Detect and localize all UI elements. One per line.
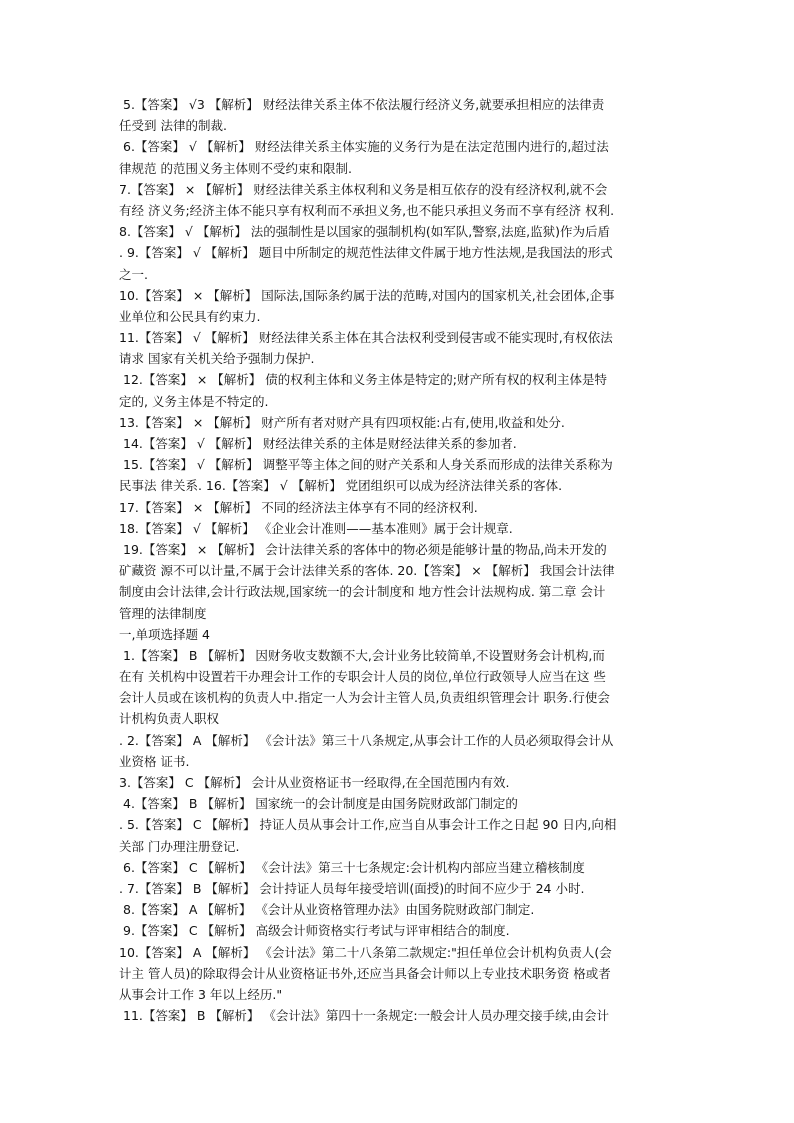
text-line: 民事法 律关系. 16.【答案】 √ 【解析】 党团组织可以成为经济法律关系的客体.	[119, 478, 563, 494]
text-line: 8.【答案】 √ 【解析】 法的强制性是以国家的强制机构(如军队,警察,法庭,监狱)作为后盾	[119, 224, 610, 240]
text-line: 制度由会计法律,会计行政法规,国家统一的会计制度和 地方性会计法规构成. 第二章 会计	[119, 584, 606, 600]
text-line: 3.【答案】 C 【解析】 会计从业资格证书一经取得,在全国范围内有效.	[119, 775, 510, 790]
text-line: 10.【答案】 A 【解析】 《会计法》第二十八条第二款规定:"担任单位会计机构负责人(会	[119, 944, 612, 960]
text-line: 11.【答案】 √ 【解析】 财经法律关系主体在其合法权利受到侵害或不能实现时,有权依法	[119, 330, 613, 346]
text-line: 从事会计工作 3 年以上经历."	[119, 986, 283, 1002]
text-line: 律规范 的范围义务主体则不受约束和限制.	[119, 160, 352, 176]
text-line: 6.【答案】 √ 【解析】 财经法律关系主体实施的义务行为是在法定范围内进行的,超过法	[123, 139, 609, 155]
text-line: . 7.【答案】 B 【解析】 会计持证人员每年接受培训(面授)的时间不应少于 24 小时.	[119, 880, 585, 896]
text-line: 计主 管人员)的除取得会计从业资格证书外,还应当具备会计师以上专业技术职务资 格或者	[119, 965, 611, 981]
text-line: 5.【答案】 √3 【解析】 财经法律关系主体不依法履行经济义务,就要承担相应的法律责	[123, 97, 605, 112]
text-line: 12.【答案】 × 【解析】 债的权利主体和义务主体是特定的;财产所有权的权利主体是特	[123, 372, 607, 388]
text-line: 之一.	[119, 266, 148, 282]
text-line: 计机构负责人职权	[119, 711, 220, 727]
text-line: 8.【答案】 A 【解析】 《会计从业资格管理办法》由国务院财政部门制定.	[123, 902, 535, 918]
text-line: 9.【答案】 C 【解析】 高级会计师资格实行考试与评审相结合的制度.	[123, 923, 510, 939]
text-line: 定的, 义务主体是不特定的.	[119, 393, 269, 409]
text-line: 任受到 法律的制裁.	[119, 118, 227, 134]
text-line: . 9.【答案】 √ 【解析】 题目中所制定的规范性法律文件属于地方性法规,是我国法的形式	[119, 245, 613, 261]
text-line: 1.【答案】 B 【解析】 因财务收支数额不大,会计业务比较简单,不设置财务会计机构,而	[123, 647, 605, 663]
text-line: 10.【答案】 × 【解析】 国际法,国际条约属于法的范畴,对国内的国家机关,社会团体,企事	[119, 287, 615, 303]
text-line: 17.【答案】 × 【解析】 不同的经济法主体享有不同的经济权利.	[119, 499, 478, 515]
text-line: 14.【答案】 √ 【解析】 财经法律关系的主体是财经法律关系的参加者.	[123, 436, 517, 451]
text-line: 矿藏资 源不可以计量,不属于会计法律关系的客体. 20.【答案】 × 【解析】 我国会计法律	[119, 563, 615, 579]
text-line: 有经 济义务;经济主体不能只享有权利而不承担义务,也不能只承担义务而不享有经济 权利.	[119, 202, 615, 218]
text-line: 13.【答案】 × 【解析】 财产所有者对财产具有四项权能:占有,使用,收益和处分.	[119, 414, 565, 430]
text-line: 7.【答案】 × 【解析】 财经法律关系主体权利和义务是相互依存的没有经济权利,就不会	[119, 181, 608, 197]
text-line: 4.【答案】 B 【解析】 国家统一的会计制度是由国务院财政部门制定的	[123, 796, 518, 812]
text-line: 6.【答案】 C 【解析】 《会计法》第三十七条规定:会计机构内部应当建立稽核制度	[123, 859, 585, 875]
text-line: 关部 门办理注册登记.	[119, 838, 240, 854]
text-line: 一,单项选择题 4	[119, 626, 210, 642]
text-line: 19.【答案】 × 【解析】 会计法律关系的客体中的物必须是能够计量的物品,尚未开发的	[123, 541, 607, 557]
text-line: 管理的法律制度	[119, 605, 207, 621]
text-line: 业资格 证书.	[119, 753, 190, 769]
text-line: 会计人员或在该机构的负责人中.指定一人为会计主管人员,负责组织管理会计 职务.行使会	[119, 690, 610, 706]
text-line: 在有 关机构中设置若干办理会计工作的专职会计人员的岗位,单位行政领导人应当在这 些	[119, 669, 606, 685]
text-line: . 2.【答案】 A 【解析】 《会计法》第三十八条规定,从事会计工作的人员必须取得会计从	[119, 732, 614, 748]
answer-text-block	[119, 94, 679, 1026]
text-line: 业单位和公民具有约束力.	[119, 308, 261, 324]
text-line: 15.【答案】 √ 【解析】 调整平等主体之间的财产关系和人身关系而形成的法律关系称为	[123, 457, 613, 473]
text-line: 18.【答案】 √ 【解析】 《企业会计准则——基本准则》属于会计规章.	[119, 520, 513, 536]
text-line: 11.【答案】 B 【解析】 《会计法》第四十一条规定:一般会计人员办理交接手续,由会计	[123, 1008, 610, 1024]
text-line: 请求 国家有关机关给予强制力保护.	[119, 351, 315, 367]
text-line: . 5.【答案】 C 【解析】 持证人员从事会计工作,应当自从事会计工作之日起 90 日内,向相	[119, 817, 617, 833]
